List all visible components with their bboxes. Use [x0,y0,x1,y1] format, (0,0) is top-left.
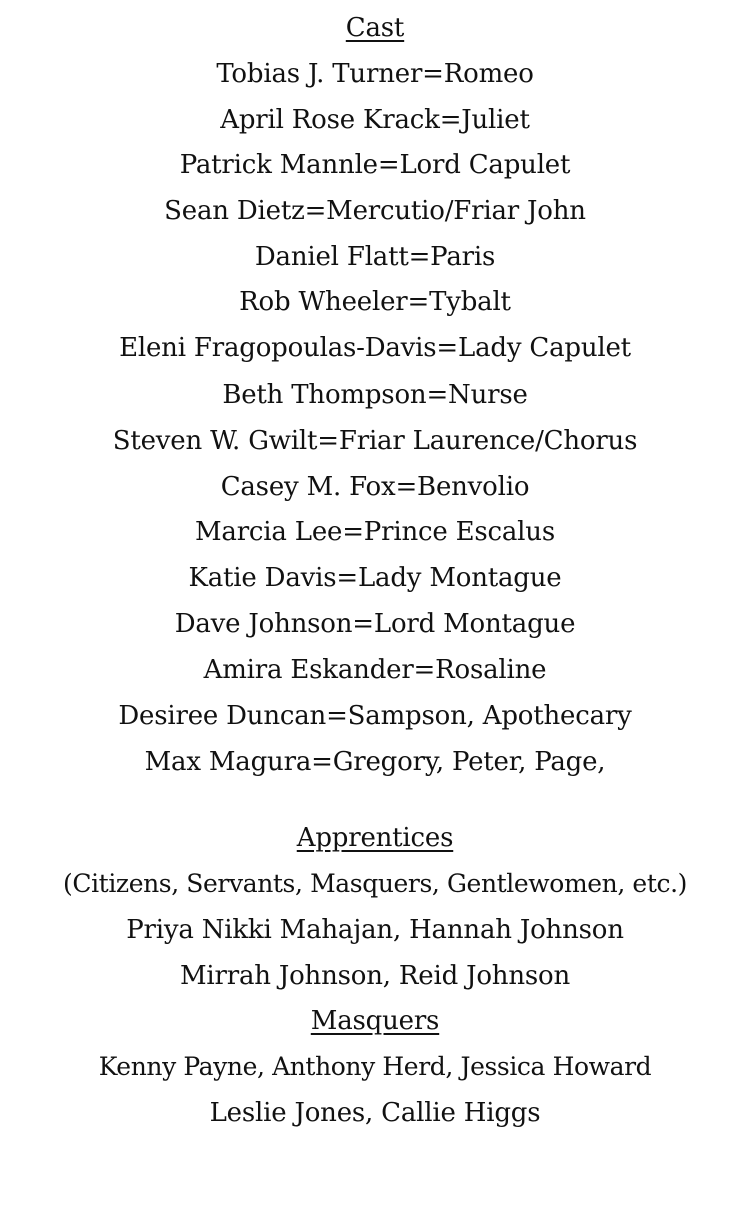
cast-line: Beth Thompson=Nurse [222,380,528,410]
cast-line: Dave Johnson=Lord Montague [174,609,576,639]
cast-line: Desiree Duncan=Sampson, Apothecary [118,701,632,731]
cast-line: Daniel Flatt=Paris [254,242,496,272]
apprentices-line: Priya Nikki Mahajan, Hannah Johnson [126,915,624,945]
cast-line: Steven W. Gwilt=Friar Laurence/Chorus [112,426,638,456]
cast-line: Patrick Mannle=Lord Capulet [179,150,571,180]
masquers-line: Kenny Payne, Anthony Herd, Jessica Howard [98,1052,652,1081]
apprentices-line: (Citizens, Servants, Masquers, Gentlewomen, etc.) [63,869,687,898]
cast-line: Katie Davis=Lady Montague [188,563,562,593]
cast-line: Marcia Lee=Prince Escalus [194,517,555,547]
cast-line: Amira Eskander=Rosaline [203,655,547,685]
cast-heading: Cast [345,13,405,43]
apprentices-line: Mirrah Johnson, Reid Johnson [179,961,571,991]
cast-line: Max Magura=Gregory, Peter, Page, [144,747,606,777]
masquers-heading: Masquers [310,1006,440,1036]
cast-line: April Rose Krack=Juliet [220,105,530,135]
cast-line: Tobias J. Turner=Romeo [216,59,534,89]
masquers-line: Leslie Jones, Callie Higgs [209,1098,541,1128]
cast-line: Sean Dietz=Mercutio/Friar John [164,196,586,226]
cast-line: Eleni Fragopoulas-Davis=Lady Capulet [119,333,631,363]
cast-line: Rob Wheeler=Tybalt [239,287,511,317]
apprentices-heading: Apprentices [296,823,454,853]
cast-line: Casey M. Fox=Benvolio [220,472,530,502]
